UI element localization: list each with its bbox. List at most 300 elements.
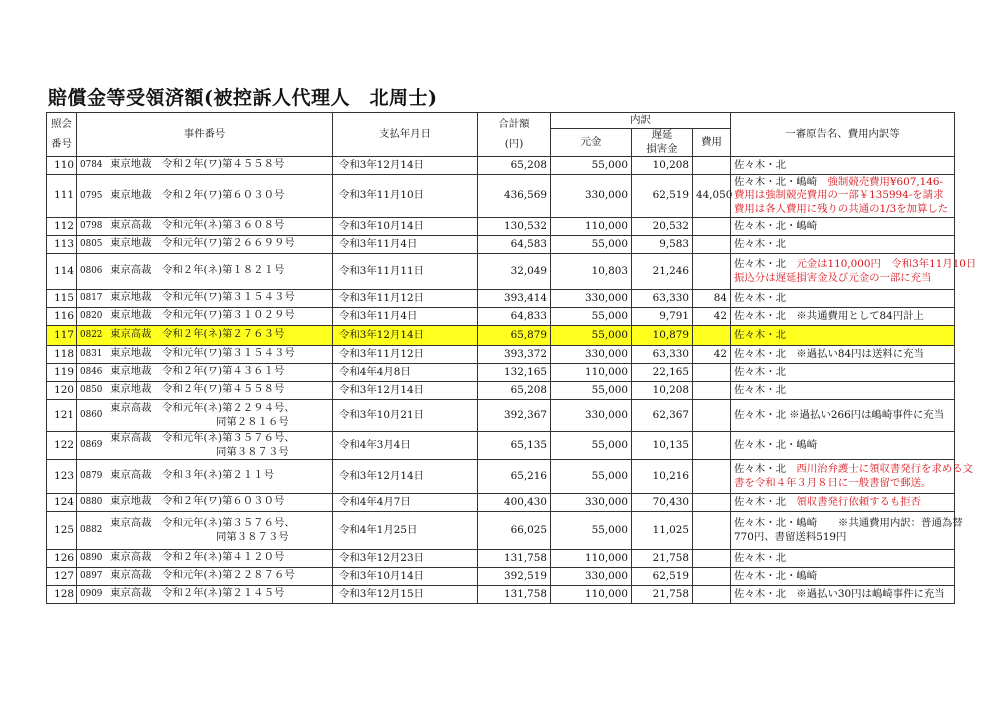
table-row [47,460,955,494]
table-row [47,346,955,364]
header-total-line1: 合計額 [498,118,530,130]
damages-amount: 22,165 [632,364,693,382]
case-line [80,569,329,584]
inquiry-code: 0795 [80,190,103,201]
table-row [47,157,955,175]
payment-date: 令和4年3月4日 [333,432,478,460]
total-amount: 64,583 [478,236,551,254]
inquiry-code: 0880 [80,497,103,508]
principal-amount: 55,000 [551,308,632,326]
principal-amount: 55,000 [551,326,632,346]
table-row [47,326,955,346]
row-number: 112 [47,218,77,236]
remarks-red-text: 西川治弁護士に領収書発行を求める文 [796,463,974,475]
case-line [80,365,329,380]
fee-amount [693,586,731,604]
court-name: 東京地裁 [110,365,152,378]
remarks-line [734,220,951,234]
case-number: 令和２年(ネ)第４１２０号 [161,551,285,564]
table-row [47,290,955,308]
case-line [80,237,329,252]
total-amount: 65,135 [478,432,551,460]
damages-amount: 21,758 [632,586,693,604]
total-amount: 64,833 [478,308,551,326]
case-line [80,495,329,510]
remarks-line [734,588,951,602]
remarks-line [734,203,951,217]
remarks-line [734,531,951,545]
damages-amount: 70,430 [632,494,693,512]
principal-amount: 55,000 [551,382,632,400]
payment-date: 令和4年1月25日 [333,512,478,550]
payment-date: 令和3年12月14日 [333,382,478,400]
fee-amount [693,254,731,290]
payment-date: 令和3年10月14日 [333,568,478,586]
principal-amount: 330,000 [551,175,632,218]
case-wrap [80,432,329,459]
payment-date: 令和3年12月14日 [333,460,478,494]
principal-amount: 110,000 [551,218,632,236]
case-line [80,189,329,204]
table-row [47,586,955,604]
remarks-text: 佐々木・北 [734,291,786,304]
remarks-cell [731,586,955,604]
remarks-text: 佐々木・北・嶋崎 [734,438,818,451]
remarks-red-text: 費用は強制競売費用の一部￥135994-を請求 [734,189,944,202]
remarks-cell [731,218,955,236]
case-cell [77,364,333,382]
court-name: 東京高裁 [110,587,152,600]
row-number: 116 [47,308,77,326]
remarks-line [734,517,963,531]
principal-amount: 55,000 [551,236,632,254]
fee-amount [693,512,731,550]
case-cell [77,550,333,568]
payment-date: 令和3年10月14日 [333,218,478,236]
case-cell [77,460,333,494]
inquiry-code: 0897 [80,571,103,582]
row-number: 111 [47,175,77,218]
remarks-text: 佐々木・北 ※過払い266円は嶋崎事件に充当 [734,408,945,421]
table-row [47,382,955,400]
case-line [80,291,329,306]
case-cell [77,175,333,218]
remarks-text: 佐々木・北 [734,495,786,508]
principal-amount: 110,000 [551,550,632,568]
inquiry-code: 0784 [80,160,103,171]
inquiry-code: 0846 [80,367,103,378]
fee-amount [693,382,731,400]
case-line [110,517,295,531]
table-row [47,494,955,512]
remarks-cell [731,157,955,175]
principal-amount: 110,000 [551,586,632,604]
remarks-text: 佐々木・北 [734,328,786,341]
remarks-cell [731,346,955,364]
total-amount: 65,208 [478,157,551,175]
court-name: 東京高裁 [110,402,152,414]
table-row [47,568,955,586]
fee-amount [693,432,731,460]
row-number: 120 [47,382,77,400]
inquiry-code: 0890 [80,553,103,564]
remarks-text: 佐々木・北・嶋崎 [734,569,818,582]
damages-amount: 10,135 [632,432,693,460]
total-amount: 132,165 [478,364,551,382]
remarks-cell [731,175,955,218]
table-row [47,364,955,382]
remarks-text: 佐々木・北 ※過払い30円は嶋崎事件に充当 [734,587,945,600]
total-amount: 66,025 [478,512,551,550]
payment-date: 令和3年10月21日 [333,400,478,432]
row-number: 126 [47,550,77,568]
fee-amount [693,568,731,586]
remarks-line [734,366,951,380]
case-line [110,402,295,416]
inquiry-code: 0820 [80,311,103,322]
case-number: 令和元年(ワ)第３１５４３号 [161,347,295,360]
table-row [47,236,955,254]
case-number: 令和２年(ワ)第４３６１号 [161,365,285,378]
payment-date: 令和3年12月23日 [333,550,478,568]
case-lines [110,517,295,544]
remarks-text: 佐々木・北 [734,237,786,250]
remarks-text: 佐々木・北 ※共通費用として84円計上 [734,309,924,322]
payment-date: 令和3年12月14日 [333,157,478,175]
damages-amount: 10,216 [632,460,693,494]
case-number: 令和２年(ネ)第２１４５号 [161,587,285,600]
fee-amount [693,364,731,382]
case-line [80,347,329,362]
fee-amount [693,218,731,236]
case-cell [77,586,333,604]
court-name: 東京地裁 [110,309,152,322]
remarks-line [734,189,951,203]
remarks-cell [731,290,955,308]
remarks-cell [731,460,974,494]
remarks-text: 佐々木・北・嶋崎 ※共通費用内訳：普通為替 [734,517,963,529]
payment-date: 令和3年11月12日 [333,290,478,308]
header-no-line2: 番号 [51,137,72,150]
court-name: 東京地裁 [110,347,152,360]
row-number: 115 [47,290,77,308]
case-cell [77,326,333,346]
payment-date: 令和3年12月15日 [333,586,478,604]
remarks-line [734,329,951,343]
inquiry-code: 0806 [80,266,103,277]
row-number: 127 [47,568,77,586]
table-row [47,432,955,460]
damages-amount: 20,532 [632,218,693,236]
total-amount: 65,208 [478,382,551,400]
total-amount: 130,532 [478,218,551,236]
principal-amount: 330,000 [551,494,632,512]
payment-date: 令和3年11月11日 [333,254,478,290]
header-breakdown: 内訳 [551,113,731,129]
inquiry-code: 0817 [80,293,103,304]
case-cell [77,494,333,512]
case-number: 令和２年(ワ)第４５５８号 [161,158,285,171]
remarks-cell [731,550,955,568]
fee-amount [693,400,731,432]
case-cell [77,308,333,326]
row-number: 121 [47,400,77,432]
remarks-text: 佐々木・北 [734,463,786,475]
total-amount: 393,414 [478,290,551,308]
case-cell [77,568,333,586]
inquiry-code: 0822 [80,330,103,341]
damages-amount: 63,330 [632,290,693,308]
case-line [80,383,329,398]
case-cell [77,382,333,400]
fee-amount [693,236,731,254]
row-number: 117 [47,326,77,346]
court-name: 東京地裁 [110,158,152,171]
case-number: 令和元年(ネ)第３５７６号、 [161,432,295,444]
damages-amount: 63,330 [632,346,693,364]
principal-amount: 330,000 [551,346,632,364]
header-total [478,113,551,157]
court-name: 東京高裁 [110,432,152,444]
case-number: 令和２年(ワ)第４５５８号 [161,383,285,396]
payment-date: 令和4年4月7日 [333,494,478,512]
row-number: 123 [47,460,77,494]
damages-amount: 10,208 [632,382,693,400]
case-line [80,587,329,602]
damages-amount: 10,879 [632,326,693,346]
fee-amount [693,157,731,175]
header-total-line2: (円) [504,137,524,150]
case-number: 令和元年(ワ)第２６６９９号 [161,237,295,250]
case-number: 令和元年(ワ)第３１０２９号 [161,309,295,322]
remarks-red-text: 領収書発行依頼するも拒否 [796,495,922,508]
remarks-text: 770円、書留送料519円 [734,530,847,543]
case-line [80,219,329,234]
damages-amount: 10,208 [632,157,693,175]
fee-amount [693,494,731,512]
damages-amount: 11,025 [632,512,693,550]
document-title: 賠償金等受領済額(被控訴人代理人 北周士) [48,87,438,109]
remarks-line [734,409,951,423]
row-number: 119 [47,364,77,382]
fee-amount: 42 [693,346,731,364]
header-no [47,113,77,157]
damages-amount: 21,758 [632,550,693,568]
remarks-text: 佐々木・北 [734,551,786,564]
inquiry-code: 0798 [80,221,103,232]
remarks-text: 佐々木・北 [734,383,786,396]
court-name: 東京地裁 [110,188,152,201]
case-cell [77,236,333,254]
total-amount: 65,879 [478,326,551,346]
header-principal: 元金 [551,129,632,157]
case-cell [77,400,333,432]
header-damages [632,129,693,157]
remarks-line [734,477,951,491]
court-name: 東京高裁 [110,469,152,482]
payment-date: 令和3年11月4日 [333,308,478,326]
case-cell [77,346,333,364]
case-line [80,309,329,324]
principal-amount: 55,000 [551,512,632,550]
court-name: 東京高裁 [110,517,152,529]
payment-date: 令和3年11月10日 [333,175,478,218]
row-number: 114 [47,254,77,290]
principal-amount: 55,000 [551,460,632,494]
payment-date: 令和3年11月4日 [333,236,478,254]
row-number: 118 [47,346,77,364]
court-name: 東京地裁 [110,237,152,250]
case-number: 令和２年(ワ)第６０３０号 [161,495,285,508]
damages-amount: 62,519 [632,175,693,218]
inquiry-code: 0831 [80,349,103,360]
header-date: 支払年月日 [333,113,478,157]
total-amount: 393,372 [478,346,551,364]
court-name: 東京高裁 [110,551,152,564]
header-case: 事件番号 [77,113,333,157]
case-lines [110,432,295,459]
table-row [47,218,955,236]
case-number: 令和元年(ネ)第２２８７６号 [161,569,295,582]
header-row-1 [47,113,955,129]
case-cell [77,254,333,290]
case-line [80,469,329,484]
case-cell [77,432,333,460]
total-amount: 131,758 [478,586,551,604]
remarks-line [734,159,951,173]
case-number: 令和２年(ネ)第２７６３号 [161,328,285,341]
remarks-red-text: 元金は110,000円 令和3年11月10日 [796,258,977,270]
case-number: 令和元年(ワ)第３１５４３号 [161,291,295,304]
inquiry-code: 0805 [80,239,103,250]
remarks-cell [731,364,955,382]
table-row [47,254,955,290]
total-amount: 392,519 [478,568,551,586]
court-name: 東京高裁 [110,328,152,341]
damages-amount: 9,791 [632,308,693,326]
remarks-text: 佐々木・北 [734,365,786,378]
table-row [47,308,955,326]
total-amount: 392,367 [478,400,551,432]
court-name: 東京地裁 [110,291,152,304]
remarks-line [734,310,951,324]
court-name: 東京地裁 [110,495,152,508]
total-amount: 131,758 [478,550,551,568]
case-number: 令和元年(ネ)第３５７６号、 [161,517,295,529]
remarks-text: 佐々木・北・嶋崎 [734,175,818,188]
header-damages-line1: 遅延 [651,129,673,141]
case-cell [77,512,333,550]
payment-table [46,112,977,604]
remarks-text: 佐々木・北 ※過払い84円は送料に充当 [734,347,924,360]
total-amount: 400,430 [478,494,551,512]
fee-amount [693,550,731,568]
remarks-line [734,570,951,584]
case-cell [77,290,333,308]
header-no-line1: 照会 [51,118,72,130]
fee-amount [693,460,731,494]
case-line-2: 同第２８１６号 [216,415,289,428]
remarks-line [734,496,951,510]
court-name: 東京高裁 [110,264,152,277]
fee-amount: 42 [693,308,731,326]
table-body [47,157,977,604]
row-number: 124 [47,494,77,512]
inquiry-code: 0882 [80,524,103,535]
remarks-text: 佐々木・北・嶋崎 [734,219,818,232]
remarks-cell [731,236,955,254]
remarks-cell [731,382,955,400]
case-line-2: 同第３８７３号 [216,445,289,458]
court-name: 東京高裁 [110,569,152,582]
case-line [80,551,329,566]
case-cell [77,157,333,175]
case-line-2: 同第３８７３号 [216,530,289,543]
court-name: 東京地裁 [110,383,152,396]
inquiry-code: 0909 [80,589,103,600]
case-wrap [80,402,329,429]
table-row [47,512,955,550]
remarks-cell [731,494,955,512]
inquiry-code: 0869 [80,439,103,450]
case-line [80,328,329,343]
damages-amount: 62,367 [632,400,693,432]
fee-amount: 84 [693,290,731,308]
case-number: 令和２年(ワ)第６０３０号 [161,188,285,201]
case-number: 令和元年(ネ)第３６０８号 [161,219,285,232]
case-number: 令和元年(ネ)第２２９４号、 [161,402,295,414]
row-number: 128 [47,586,77,604]
principal-amount: 330,000 [551,568,632,586]
header-fee: 費用 [693,129,731,157]
remarks-red-text: 費用は各人費用に残りの共通の1/3を加算した [734,202,949,215]
case-lines [110,402,295,429]
total-amount: 436,569 [478,175,551,218]
damages-amount: 62,519 [632,568,693,586]
row-number: 125 [47,512,77,550]
payment-date: 令和4年4月8日 [333,364,478,382]
header-damages-line2: 損害金 [646,142,678,155]
case-line [80,158,329,173]
table-row [47,400,955,432]
remarks-cell [731,308,955,326]
case-number: 令和２年(ネ)第１８２１号 [161,264,285,277]
total-amount: 65,216 [478,460,551,494]
damages-amount: 9,583 [632,236,693,254]
case-line [80,264,329,279]
row-number: 113 [47,236,77,254]
payment-date: 令和3年12月14日 [333,326,478,346]
remarks-line [734,238,951,252]
remarks-line [734,348,951,362]
remarks-red-text: 振込分は遅延損害金及び元金の一部に充当 [734,271,932,284]
remarks-line [734,176,951,190]
remarks-cell [731,568,955,586]
case-number: 令和３年(ネ)第２１１号 [161,469,274,482]
total-amount: 32,049 [478,254,551,290]
remarks-red-text: 書を令和４年３月８日に一般書留で郵送。 [734,476,932,489]
remarks-cell [731,326,955,346]
principal-amount: 55,000 [551,432,632,460]
remarks-cell [731,254,977,290]
case-cell [77,218,333,236]
damages-amount: 21,246 [632,254,693,290]
remarks-line [734,463,974,477]
header-remarks: 一審原告名、費用内訳等 [731,113,955,157]
case-line [110,432,295,446]
fee-amount [693,326,731,346]
remarks-line [734,272,951,286]
